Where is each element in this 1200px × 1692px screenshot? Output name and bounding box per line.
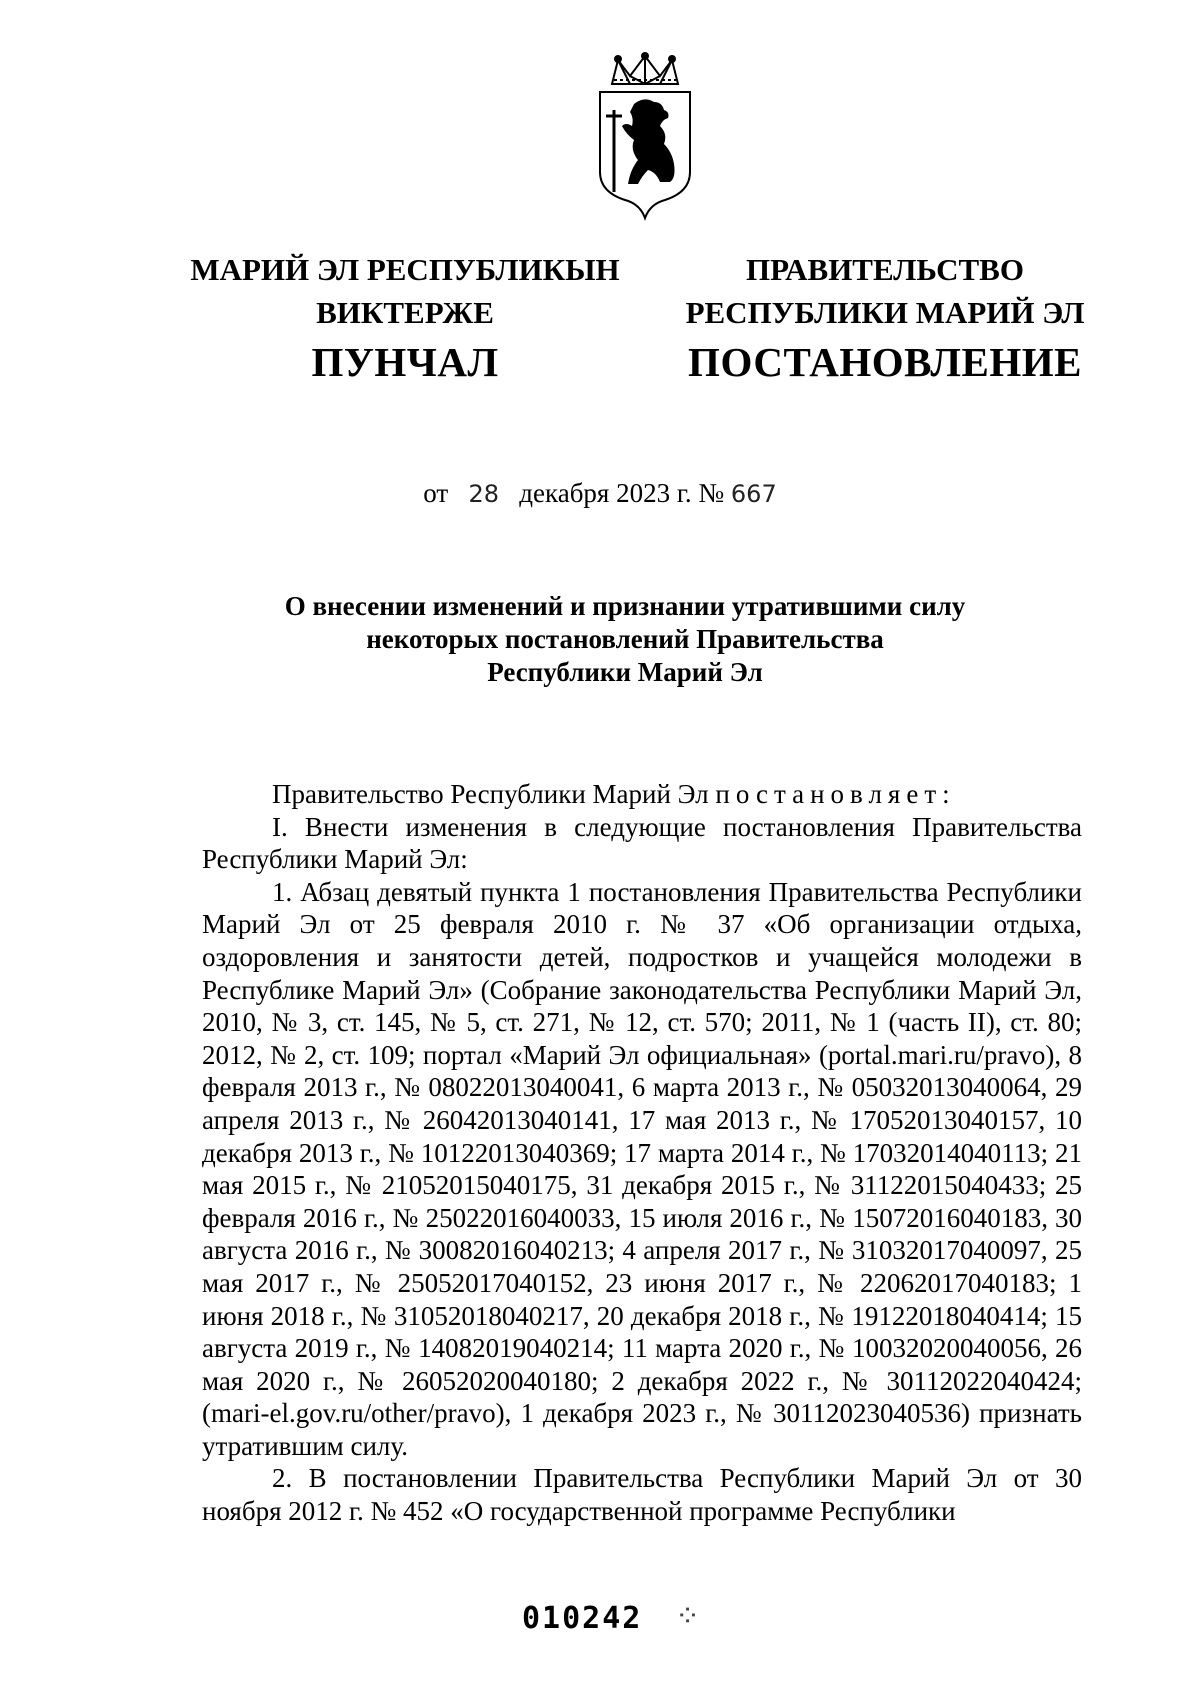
title-line1: О внесении изменений и признании утратившими силу	[284, 591, 966, 621]
document-title	[220, 590, 1030, 689]
header-left-block	[170, 254, 640, 383]
header-left-line2: ВИКТЕРЖЕ	[316, 295, 494, 330]
date-prefix: от	[423, 478, 449, 508]
form-mark-icon: ⁘	[675, 1600, 701, 1633]
date-day: 28	[468, 480, 500, 508]
document-number: 667	[730, 480, 777, 508]
header-right-line1: ПРАВИТЕЛЬСТВО	[746, 252, 1024, 287]
header-right-doc-type: ПОСТАНОВЛЕНИЕ	[688, 339, 1082, 385]
header-right-line2: РЕСПУБЛИКИ МАРИЙ ЭЛ	[685, 295, 1085, 330]
paragraph-1: I. Внести изменения в следующие постановления Правительства Республики Марий Эл:	[202, 811, 1082, 875]
document-body	[202, 778, 1082, 1528]
paragraph-3: 2. В постановлении Правительства Республики Марий Эл от 30 ноября 2012 г. № 452 «О государственной программе Республики	[202, 1463, 1082, 1527]
intro-paragraph	[202, 778, 1082, 811]
header-left-doc-type: ПУНЧАЛ	[311, 339, 499, 385]
title-line2: некоторых постановлений Правительства	[366, 624, 884, 654]
coat-of-arms-emblem	[590, 52, 700, 222]
header-right-block	[675, 254, 1095, 383]
document-date-line	[0, 478, 1200, 509]
intro-spaced: постановляет:	[715, 779, 956, 809]
form-serial-number: 010242	[522, 1601, 643, 1636]
date-month-year: декабря 2023 г. №	[519, 478, 725, 508]
paragraph-2: 1. Абзац девятый пункта 1 постановления Правительства Республики Марий Эл от 25 февраля 2010 г. № 37 «Об организации отдыха, оздоровления и занятости детей, подростков и учащейся молодежи в Республике Марий Эл» (Собрание законодательства Республики Марий Эл, 2010, № 3, ст. 145, № 5, ст. 271, № 12, ст. 570; 2011, № 1 (часть II), ст. 80; 2012, № 2, ст. 109; портал «Марий Эл официальная» (portal.mari.ru/pravo), 8 февраля 2013 г., № 08022013040041, 6 марта 2013 г., № 05032013040064, 29 апреля 2013 г., № 26042013040141, 17 мая 2013 г., № 17052013040157, 10 декабря 2013 г., № 10122013040369; 17 марта 2014 г., № 17032014040113; 21 мая 2015 г., № 21052015040175, 31 декабря 2015 г., № 31122015040433; 25 февраля 2016 г., № 25022016040033, 15 июля 2016 г., № 15072016040183, 30 августа 2016 г., № 30082016040213; 4 апреля 2017 г., № 31032017040097, 25 мая 2017 г., № 25052017040152, 23 июня 2017 г., № 22062017040183; 1 июня 2018 г., № 31052018040217, 20 декабря 2018 г., № 19122018040414; 15 августа 2019 г., № 14082019040214; 11 марта 2020 г., № 10032020040056, 26 мая 2020 г., № 26052020040180; 2 декабря 2022 г., № 30112022040424; (mari-el.gov.ru/other/pravo), 1 декабря 2023 г., № 30112023040536) признать утратившим силу.	[202, 876, 1082, 1461]
header-left-line1: МАРИЙ ЭЛ РЕСПУБЛИКЫН	[190, 252, 620, 287]
intro-lead: Правительство Республики Марий Эл	[272, 779, 709, 809]
title-line3: Республики Марий Эл	[487, 657, 763, 687]
